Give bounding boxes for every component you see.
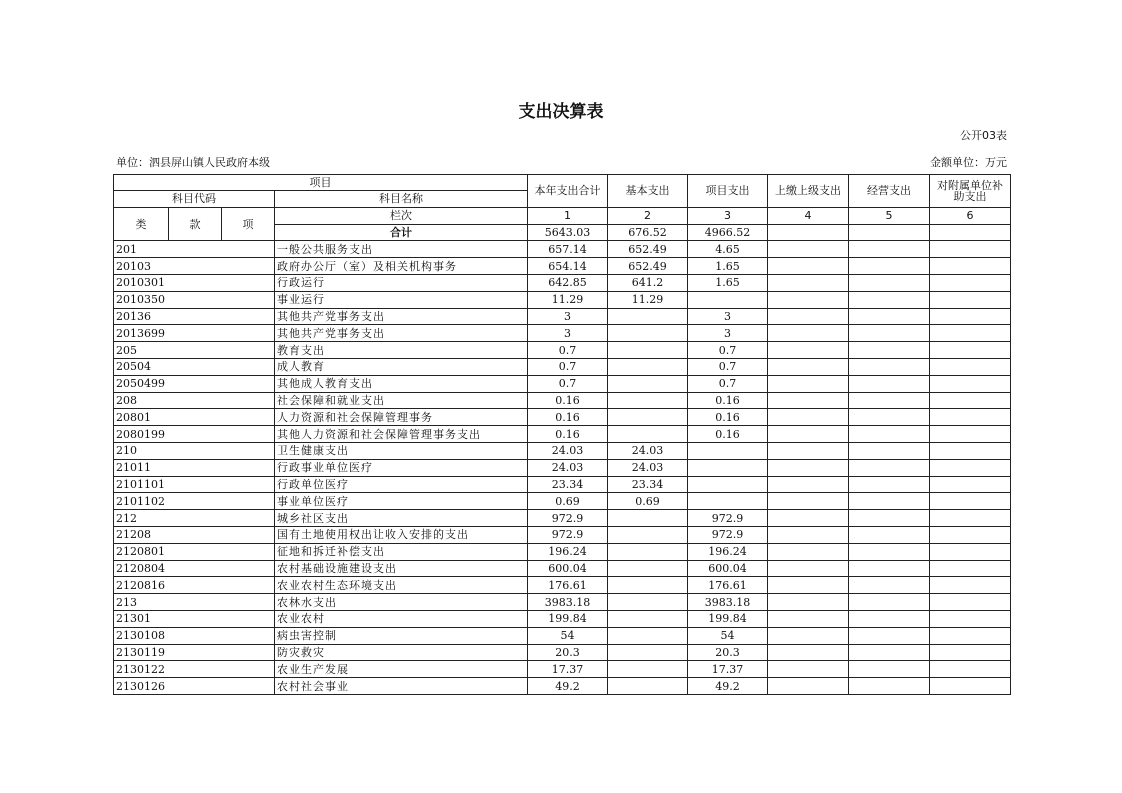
subject-name-cell: 农业生产发展: [275, 661, 528, 678]
total-cell: 972.9: [528, 526, 608, 543]
upper-cell: [768, 308, 849, 325]
upper-cell: [768, 543, 849, 560]
subject-name-cell: 卫生健康支出: [275, 442, 528, 459]
unit-label: 单位：泗县屏山镇人民政府本级: [116, 156, 270, 169]
upper-cell: [768, 476, 849, 493]
basic-cell: [608, 610, 688, 627]
subsidy-cell: [930, 308, 1011, 325]
page-title: 支出决算表: [518, 102, 604, 122]
subsidy-cell: [930, 644, 1011, 661]
subsidy-cell: [930, 241, 1011, 258]
business-cell: [849, 644, 930, 661]
subsidy-cell: [930, 342, 1011, 359]
table-row: [114, 358, 1011, 375]
subject-name-cell: 行政单位医疗: [275, 476, 528, 493]
upper-cell: [768, 577, 849, 594]
table-row: [114, 594, 1011, 611]
total-cell: 20.3: [528, 644, 608, 661]
table-row: [114, 493, 1011, 510]
subsidy-cell: [930, 577, 1011, 594]
total-cell: 176.61: [528, 577, 608, 594]
subject-name-cell: 防灾救灾: [275, 644, 528, 661]
basic-cell: [608, 325, 688, 342]
business-cell: [849, 610, 930, 627]
total-cell: 11.29: [528, 291, 608, 308]
subsidy-cell: [930, 627, 1011, 644]
subject-code-cell: 2130126: [114, 678, 275, 695]
table-row: [114, 291, 1011, 308]
header-col-total: 本年支出合计: [528, 175, 608, 208]
upper-cell: [768, 258, 849, 275]
subject-code-cell: 2080199: [114, 426, 275, 443]
upper-cell: [768, 409, 849, 426]
subject-name-cell: 农林水支出: [275, 594, 528, 611]
subject-name-cell: 国有土地使用权出让收入安排的支出: [275, 526, 528, 543]
project-cell: 972.9: [688, 526, 768, 543]
basic-cell: 23.34: [608, 476, 688, 493]
header-subject-code: 科目代码: [114, 191, 275, 208]
upper-cell: [768, 644, 849, 661]
upper-cell: [768, 661, 849, 678]
basic-cell: [608, 426, 688, 443]
subsidy-cell: [930, 459, 1011, 476]
subsidy-cell: [930, 661, 1011, 678]
subsidy-cell: [930, 291, 1011, 308]
subject-code-cell: 20801: [114, 409, 275, 426]
totals-total: 5643.03: [528, 224, 608, 241]
upper-cell: [768, 526, 849, 543]
subsidy-cell: [930, 426, 1011, 443]
subject-code-cell: 20504: [114, 358, 275, 375]
subject-code-cell: 21301: [114, 610, 275, 627]
project-cell: 1.65: [688, 274, 768, 291]
subsidy-cell: [930, 476, 1011, 493]
header-col-project: 项目支出: [688, 175, 768, 208]
subject-code-cell: 21011: [114, 459, 275, 476]
business-cell: [849, 442, 930, 459]
subject-name-cell: 农业农村: [275, 610, 528, 627]
subject-code-cell: 2130122: [114, 661, 275, 678]
upper-cell: [768, 392, 849, 409]
subject-code-cell: 2010350: [114, 291, 275, 308]
table-row: [114, 274, 1011, 291]
upper-cell: [768, 610, 849, 627]
project-cell: 199.84: [688, 610, 768, 627]
subsidy-cell: [930, 375, 1011, 392]
upper-cell: [768, 325, 849, 342]
total-cell: 199.84: [528, 610, 608, 627]
project-cell: 0.16: [688, 392, 768, 409]
header-col-business: 经营支出: [849, 175, 930, 208]
subsidy-cell: [930, 358, 1011, 375]
business-cell: [849, 577, 930, 594]
subject-name-cell: 事业单位医疗: [275, 493, 528, 510]
subject-code-cell: 2120816: [114, 577, 275, 594]
upper-cell: [768, 493, 849, 510]
basic-cell: 652.49: [608, 258, 688, 275]
basic-cell: [608, 577, 688, 594]
subject-name-cell: 一般公共服务支出: [275, 241, 528, 258]
subsidy-cell: [930, 594, 1011, 611]
totals-label: 合计: [275, 224, 528, 241]
project-cell: 4.65: [688, 241, 768, 258]
table-row: [114, 409, 1011, 426]
upper-cell: [768, 274, 849, 291]
totals-project: 4966.52: [688, 224, 768, 241]
total-cell: 0.69: [528, 493, 608, 510]
project-cell: [688, 442, 768, 459]
total-cell: 196.24: [528, 543, 608, 560]
subject-code-cell: 2130119: [114, 644, 275, 661]
subsidy-cell: [930, 510, 1011, 527]
project-cell: 0.16: [688, 409, 768, 426]
table-row: [114, 375, 1011, 392]
business-cell: [849, 409, 930, 426]
table-row: [114, 342, 1011, 359]
subsidy-cell: [930, 560, 1011, 577]
project-cell: [688, 459, 768, 476]
upper-cell: [768, 594, 849, 611]
subject-name-cell: 人力资源和社会保障管理事务: [275, 409, 528, 426]
subject-name-cell: 城乡社区支出: [275, 510, 528, 527]
project-cell: 600.04: [688, 560, 768, 577]
project-cell: 49.2: [688, 678, 768, 695]
project-cell: [688, 476, 768, 493]
basic-cell: [608, 543, 688, 560]
total-cell: 49.2: [528, 678, 608, 695]
subject-code-cell: 212: [114, 510, 275, 527]
subject-code-cell: 21208: [114, 526, 275, 543]
subsidy-cell: [930, 543, 1011, 560]
subject-code-cell: 20103: [114, 258, 275, 275]
header-item: 项目: [114, 175, 528, 191]
basic-cell: 11.29: [608, 291, 688, 308]
total-cell: 3: [528, 308, 608, 325]
header-lei: 类: [114, 207, 169, 241]
upper-cell: [768, 459, 849, 476]
subject-code-cell: 201: [114, 241, 275, 258]
table-row: [114, 577, 1011, 594]
upper-cell: [768, 375, 849, 392]
business-cell: [849, 308, 930, 325]
business-cell: [849, 526, 930, 543]
project-cell: 972.9: [688, 510, 768, 527]
total-cell: 0.7: [528, 358, 608, 375]
upper-cell: [768, 291, 849, 308]
table-row: [114, 543, 1011, 560]
subsidy-cell: [930, 493, 1011, 510]
subject-name-cell: 成人教育: [275, 358, 528, 375]
business-cell: [849, 661, 930, 678]
subject-code-cell: 2130108: [114, 627, 275, 644]
project-cell: 1.65: [688, 258, 768, 275]
total-cell: 17.37: [528, 661, 608, 678]
table-row: [114, 476, 1011, 493]
basic-cell: [608, 392, 688, 409]
col-num-5: 5: [849, 207, 930, 224]
table-row: [114, 526, 1011, 543]
table-row: [114, 442, 1011, 459]
subsidy-cell: [930, 610, 1011, 627]
header-row-1: [114, 175, 1011, 191]
subject-code-cell: 2120801: [114, 543, 275, 560]
basic-cell: [608, 661, 688, 678]
project-cell: [688, 493, 768, 510]
business-cell: [849, 627, 930, 644]
subject-name-cell: 农村基础设施建设支出: [275, 560, 528, 577]
basic-cell: [608, 678, 688, 695]
business-cell: [849, 560, 930, 577]
project-cell: 196.24: [688, 543, 768, 560]
total-cell: 0.16: [528, 409, 608, 426]
subject-name-cell: 行政事业单位医疗: [275, 459, 528, 476]
project-cell: 176.61: [688, 577, 768, 594]
totals-subsidy: [930, 224, 1011, 241]
total-cell: 972.9: [528, 510, 608, 527]
basic-cell: 0.69: [608, 493, 688, 510]
subject-code-cell: 2120804: [114, 560, 275, 577]
basic-cell: [608, 627, 688, 644]
business-cell: [849, 476, 930, 493]
subject-name-cell: 社会保障和就业支出: [275, 392, 528, 409]
business-cell: [849, 459, 930, 476]
subject-code-cell: 20136: [114, 308, 275, 325]
subsidy-cell: [930, 325, 1011, 342]
basic-cell: 641.2: [608, 274, 688, 291]
total-cell: 24.03: [528, 459, 608, 476]
upper-cell: [768, 442, 849, 459]
subject-name-cell: 其他共产党事务支出: [275, 308, 528, 325]
table-row: [114, 308, 1011, 325]
table-row: [114, 510, 1011, 527]
business-cell: [849, 543, 930, 560]
business-cell: [849, 510, 930, 527]
project-cell: 3: [688, 308, 768, 325]
total-cell: 3: [528, 325, 608, 342]
col-num-4: 4: [768, 207, 849, 224]
subject-code-cell: 208: [114, 392, 275, 409]
total-cell: 24.03: [528, 442, 608, 459]
subject-code-cell: 205: [114, 342, 275, 359]
basic-cell: [608, 560, 688, 577]
subject-name-cell: 事业运行: [275, 291, 528, 308]
subject-code-cell: 2010301: [114, 274, 275, 291]
subject-name-cell: 教育支出: [275, 342, 528, 359]
project-cell: 17.37: [688, 661, 768, 678]
basic-cell: [608, 358, 688, 375]
basic-cell: 652.49: [608, 241, 688, 258]
basic-cell: [608, 409, 688, 426]
business-cell: [849, 678, 930, 695]
total-cell: 0.16: [528, 392, 608, 409]
col-num-1: 1: [528, 207, 608, 224]
table-row: [114, 392, 1011, 409]
subject-name-cell: 行政运行: [275, 274, 528, 291]
subsidy-cell: [930, 274, 1011, 291]
business-cell: [849, 358, 930, 375]
header-col-upper: 上缴上级支出: [768, 175, 849, 208]
business-cell: [849, 258, 930, 275]
subject-name-cell: 其他成人教育支出: [275, 375, 528, 392]
upper-cell: [768, 678, 849, 695]
project-cell: 54: [688, 627, 768, 644]
total-cell: 23.34: [528, 476, 608, 493]
header-column-row: 栏次: [275, 207, 528, 224]
business-cell: [849, 594, 930, 611]
total-cell: 642.85: [528, 274, 608, 291]
basic-cell: [608, 342, 688, 359]
project-cell: 0.7: [688, 375, 768, 392]
subsidy-cell: [930, 442, 1011, 459]
subject-code-cell: 210: [114, 442, 275, 459]
subsidy-cell: [930, 258, 1011, 275]
subject-name-cell: 病虫害控制: [275, 627, 528, 644]
basic-cell: 24.03: [608, 459, 688, 476]
subsidy-cell: [930, 678, 1011, 695]
total-cell: 0.16: [528, 426, 608, 443]
header-subject-name: 科目名称: [275, 191, 528, 208]
table-row: [114, 627, 1011, 644]
upper-cell: [768, 241, 849, 258]
business-cell: [849, 426, 930, 443]
subsidy-cell: [930, 526, 1011, 543]
col-num-3: 3: [688, 207, 768, 224]
header-col-basic: 基本支出: [608, 175, 688, 208]
totals-business: [849, 224, 930, 241]
table-row: [114, 459, 1011, 476]
business-cell: [849, 375, 930, 392]
total-cell: 654.14: [528, 258, 608, 275]
business-cell: [849, 291, 930, 308]
totals-basic: 676.52: [608, 224, 688, 241]
basic-cell: 24.03: [608, 442, 688, 459]
table-row: [114, 241, 1011, 258]
upper-cell: [768, 426, 849, 443]
basic-cell: [608, 594, 688, 611]
business-cell: [849, 342, 930, 359]
upper-cell: [768, 510, 849, 527]
subject-name-cell: 农业农村生态环境支出: [275, 577, 528, 594]
upper-cell: [768, 342, 849, 359]
total-cell: 54: [528, 627, 608, 644]
upper-cell: [768, 560, 849, 577]
project-cell: 3983.18: [688, 594, 768, 611]
subject-name-cell: 政府办公厅（室）及相关机构事务: [275, 258, 528, 275]
basic-cell: [608, 526, 688, 543]
subject-name-cell: 其他人力资源和社会保障管理事务支出: [275, 426, 528, 443]
table-row: [114, 560, 1011, 577]
subject-code-cell: 2050499: [114, 375, 275, 392]
subject-name-cell: 其他共产党事务支出: [275, 325, 528, 342]
table-row: [114, 678, 1011, 695]
subsidy-cell: [930, 409, 1011, 426]
project-cell: 0.7: [688, 342, 768, 359]
col-num-6: 6: [930, 207, 1011, 224]
business-cell: [849, 325, 930, 342]
total-cell: 0.7: [528, 342, 608, 359]
project-cell: [688, 291, 768, 308]
project-cell: 0.16: [688, 426, 768, 443]
upper-cell: [768, 358, 849, 375]
header-kuan: 款: [169, 207, 222, 241]
basic-cell: [608, 308, 688, 325]
project-cell: 0.7: [688, 358, 768, 375]
subject-name-cell: 征地和拆迁补偿支出: [275, 543, 528, 560]
table-row: [114, 610, 1011, 627]
basic-cell: [608, 510, 688, 527]
total-cell: 3983.18: [528, 594, 608, 611]
total-cell: 600.04: [528, 560, 608, 577]
header-row-3: [114, 207, 1011, 224]
subject-code-cell: 2101102: [114, 493, 275, 510]
total-cell: 0.7: [528, 375, 608, 392]
header-xiang: 项: [222, 207, 275, 241]
table-row: [114, 644, 1011, 661]
business-cell: [849, 493, 930, 510]
project-cell: 20.3: [688, 644, 768, 661]
table-row: [114, 426, 1011, 443]
basic-cell: [608, 644, 688, 661]
table-row: [114, 661, 1011, 678]
table-row: [114, 325, 1011, 342]
subject-name-cell: 农村社会事业: [275, 678, 528, 695]
total-cell: 657.14: [528, 241, 608, 258]
subject-code-cell: 2013699: [114, 325, 275, 342]
amount-unit-label: 金额单位：万元: [930, 156, 1007, 169]
subject-code-cell: 2101101: [114, 476, 275, 493]
form-number: 公开03表: [960, 129, 1007, 142]
subsidy-cell: [930, 392, 1011, 409]
col-num-2: 2: [608, 207, 688, 224]
basic-cell: [608, 375, 688, 392]
business-cell: [849, 241, 930, 258]
header-col-subsidy: 对附属单位补助支出: [930, 175, 1011, 208]
table-row: [114, 258, 1011, 275]
subject-code-cell: 213: [114, 594, 275, 611]
business-cell: [849, 392, 930, 409]
totals-upper: [768, 224, 849, 241]
upper-cell: [768, 627, 849, 644]
expenditure-table: [113, 174, 1011, 695]
business-cell: [849, 274, 930, 291]
project-cell: 3: [688, 325, 768, 342]
